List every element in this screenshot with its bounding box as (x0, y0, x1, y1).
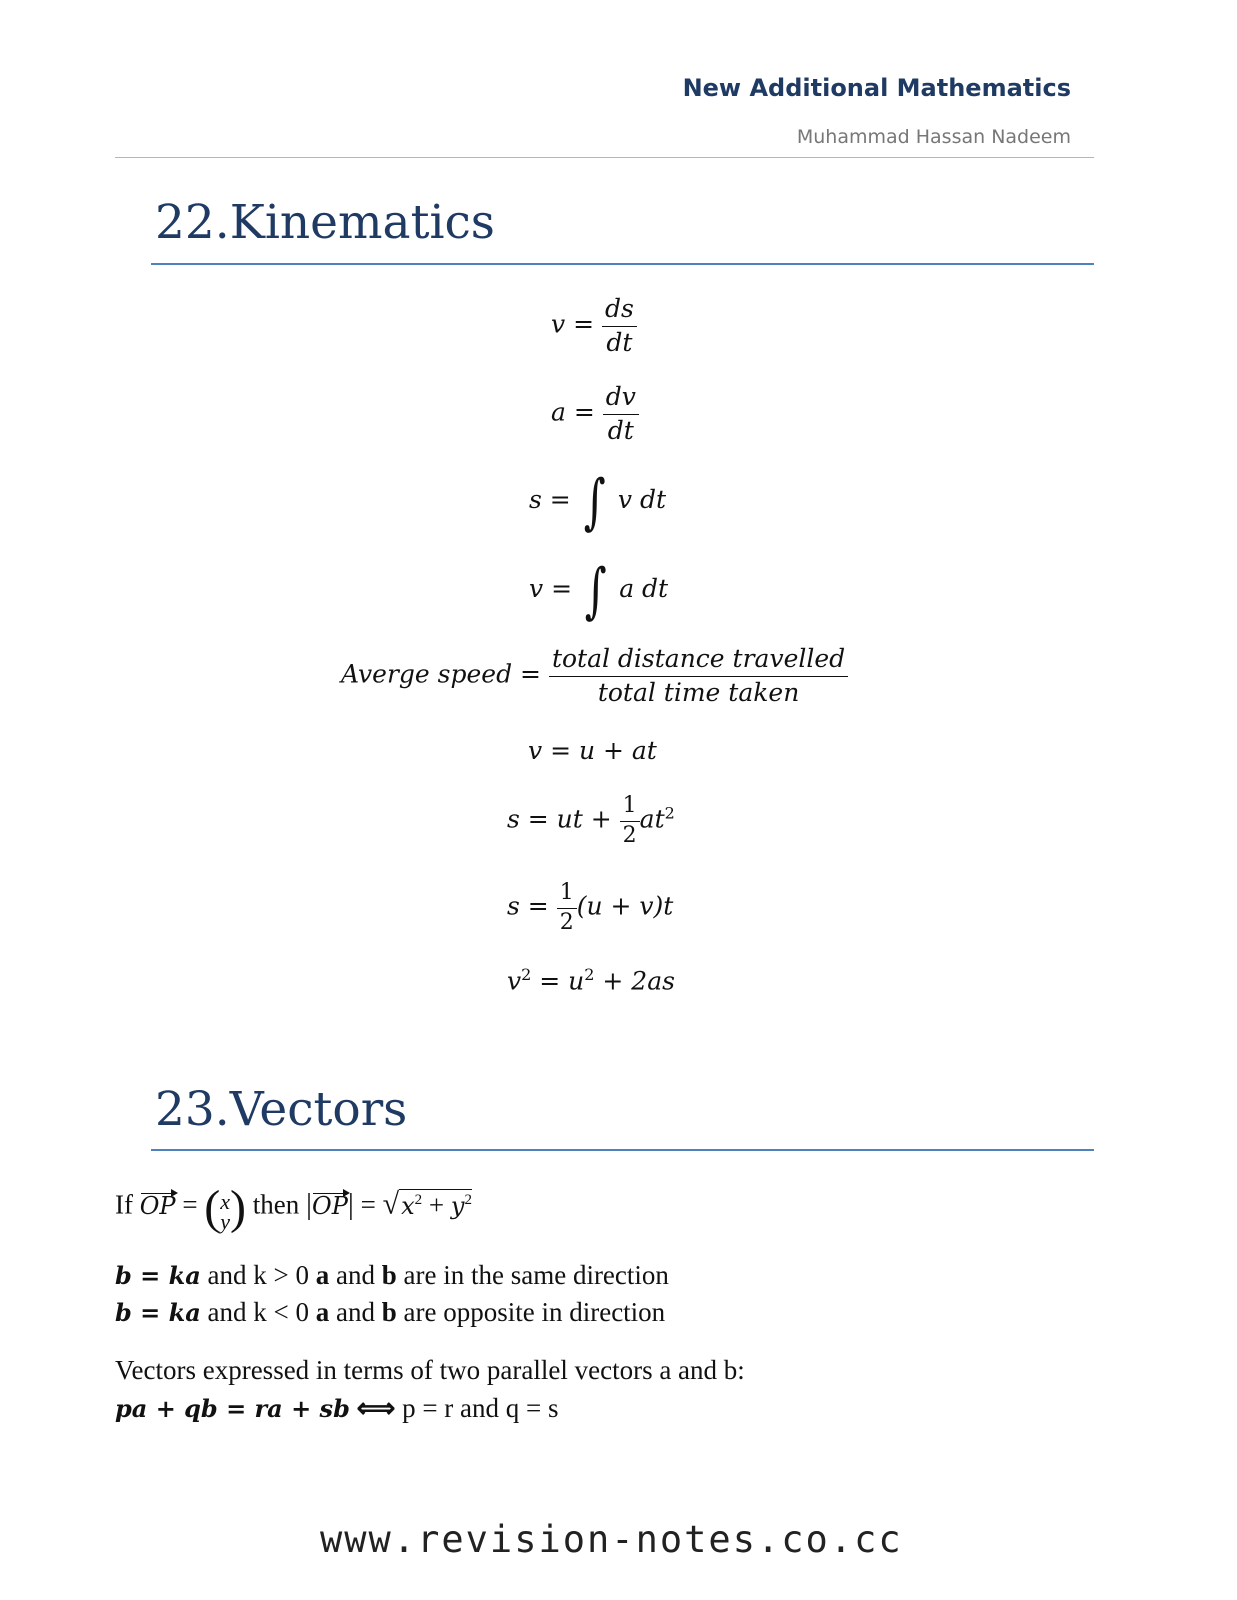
section-heading-kinematics: 22.Kinematics (155, 195, 495, 250)
rule-text: are in the same direction (396, 1260, 669, 1290)
footer-website-url: www.revision-notes.co.cc (320, 1518, 903, 1561)
equation-velocity-integral: v = ∫ a dt (529, 556, 669, 626)
equation-lhs: s = (529, 485, 571, 514)
numerator: ds (602, 293, 637, 327)
denominator: 2 (622, 822, 637, 848)
denominator: total time taken (597, 677, 800, 707)
fraction-one-half (620, 792, 640, 850)
fraction (549, 643, 848, 709)
vector-b: b (381, 1260, 397, 1290)
numerator: total distance travelled (549, 643, 848, 677)
document-title: New Additional Mathematics (682, 74, 1071, 102)
equation-lhs: s = (507, 891, 549, 921)
equation-acceleration-derivative (551, 381, 639, 447)
column-vector-y: y (220, 1208, 231, 1234)
equation-rhs: a dt (619, 574, 669, 603)
equation-velocity-derivative (551, 293, 637, 359)
equation-lhs: Averge speed = (341, 659, 541, 689)
exponent: 2 (664, 803, 675, 823)
text-and: and (329, 1260, 382, 1290)
sqrt-body (399, 1189, 472, 1221)
section-divider (151, 263, 1094, 265)
equals-sign: = (360, 1189, 376, 1220)
numerator: dv (603, 381, 639, 415)
plus-sign: + (422, 1189, 451, 1220)
abs-bar-left: | (306, 1187, 313, 1221)
column-vector-x: x (220, 1189, 231, 1215)
fraction (603, 381, 639, 447)
denominator: dt (607, 415, 634, 445)
parallel-vectors-rule (115, 1393, 559, 1424)
section-heading-vectors: 23.Vectors (155, 1082, 408, 1137)
vector-op-magnitude: OP (312, 1191, 348, 1220)
abs-bar-right: | (347, 1187, 354, 1221)
rule-text: p = r and q = s (402, 1393, 559, 1423)
sqrt-term-x: x (401, 1191, 415, 1220)
condition-text: and k < 0 (200, 1297, 316, 1327)
fraction-one-half (557, 879, 577, 937)
equation-lhs: a = (551, 397, 595, 427)
denominator: 2 (559, 909, 574, 935)
sqrt-term-y: y (450, 1191, 465, 1220)
equation-lhs: v = (551, 309, 595, 339)
vector-b: b (381, 1297, 397, 1327)
denominator: dt (606, 327, 633, 357)
text-and: and (329, 1297, 382, 1327)
equation-rhs: v dt (617, 485, 667, 514)
equation-lhs: v = (529, 574, 573, 603)
exponent: 2 (414, 1191, 423, 1208)
equation-suvat-3 (507, 879, 673, 937)
exponent: 2 (521, 965, 532, 984)
text-if: If (115, 1189, 133, 1220)
vector-a: a (315, 1297, 330, 1327)
text-then: then (252, 1189, 300, 1220)
section-divider (151, 1149, 1094, 1151)
exponent: 2 (584, 965, 595, 984)
header-divider (115, 157, 1094, 158)
equation-lhs: s = ut + (507, 804, 612, 834)
parallel-vectors-intro: Vectors expressed in terms of two parallel vectors a and b: (115, 1355, 745, 1385)
equation-suvat-2 (507, 792, 675, 850)
equation-term: + 2as (594, 966, 675, 996)
vector-same-direction-rule (115, 1260, 669, 1291)
fraction (602, 293, 637, 359)
equals-sign: = (182, 1189, 198, 1220)
exponent: 2 (464, 1191, 472, 1208)
equation-displacement-integral: s = ∫ v dt (529, 467, 667, 537)
vector-opposite-direction-rule (115, 1297, 665, 1328)
author-name: Muhammad Hassan Nadeem (796, 126, 1071, 148)
equation-suvat-1: v = u + at (528, 736, 657, 765)
equation-lhs: b = ka (115, 1261, 201, 1290)
vector-op: OP (139, 1191, 176, 1220)
vector-magnitude-formula (115, 1180, 472, 1235)
numerator: 1 (557, 879, 577, 909)
rule-text: are opposite in direction (396, 1297, 666, 1327)
equation-lhs: pa + qb = ra + sb (115, 1394, 350, 1423)
equation-term: v (507, 966, 522, 996)
equation-average-speed (341, 643, 848, 709)
condition-text: and k > 0 (200, 1260, 316, 1290)
equation-lhs: b = ka (115, 1298, 201, 1327)
equation-rhs: (u + v)t (576, 891, 674, 921)
column-vector-entries (220, 1189, 231, 1234)
sqrt-sign-icon: √ (382, 1187, 400, 1221)
equation-term: = u (531, 966, 585, 996)
numerator: 1 (620, 792, 640, 822)
equation-suvat-4 (507, 965, 675, 995)
vector-a: a (315, 1260, 330, 1290)
equation-rhs: at (639, 804, 665, 834)
iff-arrow-icon: ⟺ (349, 1393, 403, 1423)
column-vector: (x y) (204, 1181, 247, 1234)
